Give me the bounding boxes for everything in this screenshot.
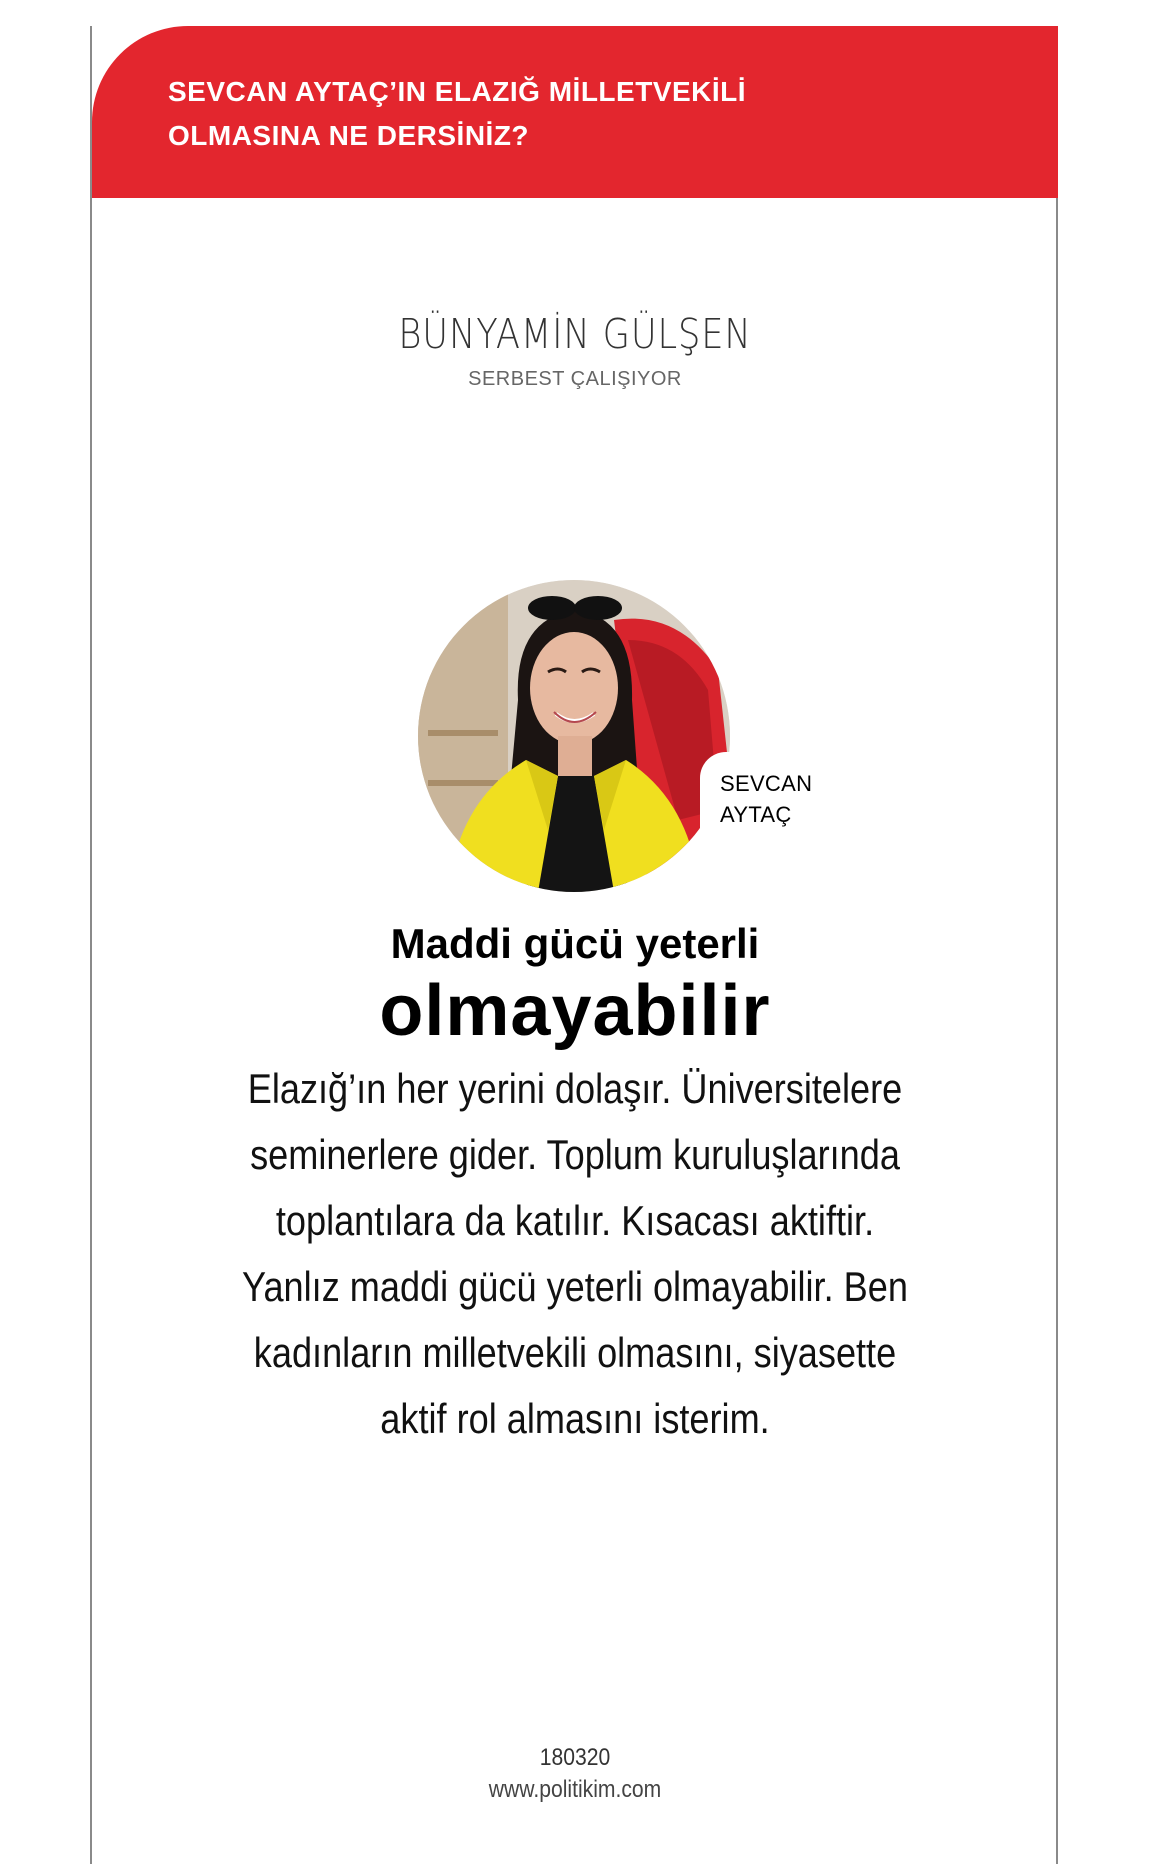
banner-line-2: OLMASINA NE DERSİNİZ? [168, 120, 530, 151]
footer-code: 180320 [539, 1744, 611, 1771]
subject-name-label [700, 752, 830, 848]
portrait-image [418, 580, 730, 892]
author-name: BÜNYAMİN GÜLŞEN [398, 310, 752, 358]
quote-line: aktif rol almasını isterim. [380, 1395, 770, 1442]
banner-question [168, 70, 888, 158]
headline-line-1: Maddi gücü yeterli [390, 920, 760, 967]
question-banner [92, 26, 1058, 198]
banner-line-1: SEVCAN AYTAÇ’IN ELAZIĞ MİLLETVEKİLİ [168, 76, 747, 107]
subject-first-name: SEVCAN [720, 771, 813, 796]
quote-body [175, 1056, 975, 1452]
quote-line: Elazığ’ın her yerini dolaşır. Üniversitelere [247, 1065, 903, 1112]
subject-photo [418, 580, 730, 892]
subject-last-name: AYTAÇ [720, 802, 792, 827]
headline-line-2: olmayabilir [379, 971, 771, 1051]
footer-website-link[interactable]: www.politikim.com [488, 1776, 662, 1803]
headline [0, 916, 1150, 1050]
quote-line: toplantılara da katılır. Kısacası aktiftir. [275, 1197, 875, 1244]
quote-line: Yanlız maddi gücü yeterli olmayabilir. Ben [242, 1263, 908, 1310]
quote-line: seminerlere gider. Toplum kuruluşlarında [250, 1131, 900, 1178]
author-title: SERBEST ÇALIŞIYOR [468, 368, 682, 390]
author-block [0, 310, 1150, 391]
footer [0, 1742, 1150, 1806]
quote-line: kadınların milletvekili olmasını, siyasette [253, 1329, 897, 1376]
